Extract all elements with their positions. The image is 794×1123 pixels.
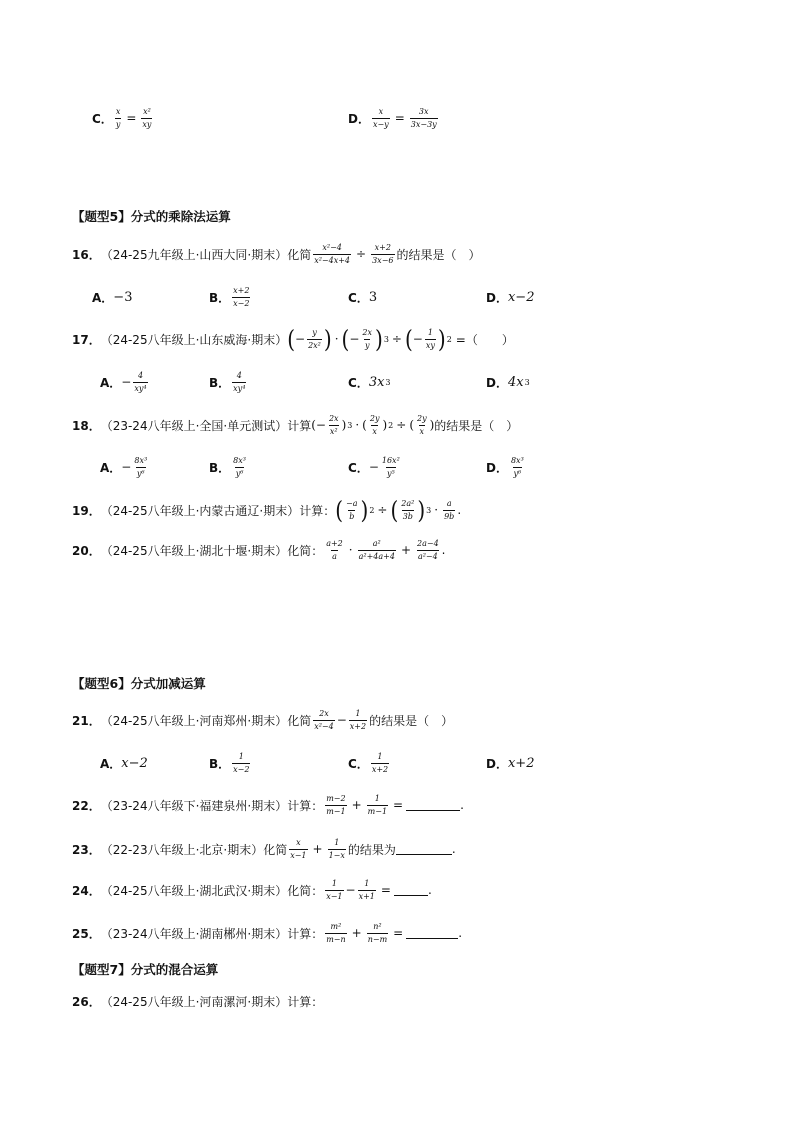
option-c-label: C． — [348, 375, 369, 390]
exponent: 3 — [347, 420, 353, 430]
fraction: m² m−n — [326, 922, 346, 944]
option-a-label: A． — [100, 460, 122, 475]
question-number: 24． — [72, 883, 101, 898]
fraction: 1 x−2 — [233, 752, 250, 774]
paren: ) — [382, 418, 388, 432]
fraction: 4 xy⁴ — [233, 371, 246, 393]
option-a: −3 — [113, 289, 133, 305]
question-24 — [72, 875, 432, 905]
question-19 — [72, 495, 461, 525]
fraction: x+2 x−2 — [233, 286, 250, 308]
minus-sign: − — [121, 460, 132, 474]
question-22 — [72, 790, 464, 820]
paren: ( — [311, 418, 316, 432]
option-c: 3 — [368, 289, 378, 305]
fraction: x x−1 — [290, 838, 307, 860]
equals-sign: = — [394, 111, 405, 125]
fraction: $\frac{1}{1-x}$ — [328, 838, 345, 860]
option-c-label: C． — [348, 460, 369, 475]
question-21 — [72, 705, 453, 735]
plus-sign: + — [400, 543, 411, 557]
option-d-row — [348, 103, 440, 133]
option-b-label: B． — [209, 756, 231, 771]
question-text: （24-25八年级上·河南郑州·期末）化简 — [100, 713, 312, 728]
fraction: $\frac{1}{m-1}$ — [367, 794, 388, 816]
question-text: （24-25八年级上·山东威海·期末） — [100, 332, 288, 347]
fraction: a 9b — [444, 499, 455, 521]
question-number: 17． — [72, 332, 101, 347]
fraction: $\frac{1}{x+1}$ — [358, 879, 375, 901]
options-row — [486, 282, 534, 312]
question-tail: . — [427, 883, 432, 897]
section-title: 【题型6】分式加减运算 — [72, 676, 206, 691]
fraction: $\frac{2x}{y}$ — [362, 328, 373, 350]
paren: ( — [409, 418, 414, 432]
paren: ) — [375, 324, 383, 354]
question-text: 的结果为 — [347, 842, 396, 857]
fraction: $\frac{x}{x-y}$ — [372, 107, 389, 129]
question-number: 25． — [72, 926, 101, 941]
question-text: （23-24八年级上·全国·单元测试）计算 — [100, 418, 312, 433]
divide-sign: ÷ — [356, 247, 367, 261]
equals-sign: = — [380, 883, 391, 897]
fraction: $\frac{1}{xy}$ — [425, 328, 435, 350]
equals-sign: = — [126, 111, 137, 125]
option-d: x+2 — [507, 755, 535, 771]
fraction: 1 x+2 — [371, 752, 389, 774]
paren: ) — [429, 418, 435, 432]
equals-sign: = — [393, 926, 404, 940]
section-title: 【题型7】分式的混合运算 — [72, 962, 219, 977]
question-25 — [72, 918, 462, 948]
option-d-label: D． — [486, 460, 508, 475]
dot-sign: · — [348, 543, 353, 557]
options-row — [209, 367, 248, 397]
section-title: 【题型5】分式的乘除法运算 — [72, 209, 231, 224]
question-tail: . — [458, 926, 463, 940]
question-number: 19． — [72, 503, 101, 518]
paren: ( — [341, 324, 350, 354]
options-row — [92, 282, 132, 312]
fraction: $\frac{2a-4}{\text{a²−4}}$ — [417, 539, 439, 561]
minus-sign: − — [295, 332, 306, 346]
fraction: $\frac{4}{\text{xy⁴}}$ — [134, 371, 147, 393]
question-tail: . — [457, 503, 462, 517]
paren: ( — [404, 324, 413, 354]
minus-sign: − — [315, 418, 326, 432]
exponent: 2 — [388, 420, 394, 430]
paren: ) — [360, 495, 369, 525]
exponent: 2 — [446, 334, 452, 344]
option-b-label: B． — [209, 375, 231, 390]
divide-sign: ÷ — [391, 332, 402, 346]
paren: ) — [417, 495, 426, 525]
question-text: （23-24八年级下·福建泉州·期末）计算： — [100, 798, 324, 813]
dot-sign: · — [334, 332, 339, 346]
question-18 — [72, 410, 518, 440]
option-d-label: D． — [486, 756, 508, 771]
exponent: 3 — [524, 377, 530, 387]
option-c-row — [92, 103, 154, 133]
fraction: $\frac{1}{x+2}$ — [349, 709, 367, 731]
fraction: 2y x — [369, 414, 380, 436]
options-row — [348, 748, 391, 778]
question-text: （24-25八年级上·湖北十堰·期末）化简： — [100, 543, 324, 558]
option-a-label: A． — [100, 756, 122, 771]
answer-blank[interactable] — [406, 927, 458, 939]
options-row — [100, 367, 150, 397]
paren: ( — [335, 495, 344, 525]
options-row — [209, 282, 252, 312]
options-row — [209, 452, 249, 482]
answer-blank[interactable] — [396, 843, 452, 855]
question-16 — [72, 239, 481, 269]
question-number: 16． — [72, 247, 101, 262]
option-d-label: D． — [486, 375, 508, 390]
minus-sign: − — [349, 332, 360, 346]
fraction: 2a² 3b — [401, 499, 415, 521]
options-row — [100, 748, 148, 778]
option-d: x−2 — [507, 289, 535, 305]
fraction: $\frac{x}{y}$ — [115, 107, 121, 129]
options-row — [348, 282, 377, 312]
answer-blank[interactable] — [406, 799, 460, 811]
fraction: $\frac{\text{x²}}{xy}$ — [142, 107, 152, 129]
fraction: 1 x−1 — [326, 879, 343, 901]
options-row — [348, 452, 403, 482]
paren: ( — [390, 495, 399, 525]
question-text: （24-25九年级上·山西大同·期末）化简 — [100, 247, 312, 262]
options-row — [100, 452, 150, 482]
question-number: 23． — [72, 842, 101, 857]
question-text: （24-25八年级上·内蒙古通辽·期末）计算： — [100, 503, 336, 518]
paren: ) — [341, 418, 347, 432]
question-number: 21． — [72, 713, 101, 728]
fraction: $\frac{2x}{\text{x²}}$ — [328, 414, 339, 436]
options-row — [486, 367, 530, 397]
question-text: （23-24八年级上·湖南郴州·期末）计算： — [100, 926, 324, 941]
option-d-label: D． — [348, 111, 370, 126]
question-text: （22-23八年级上·北京·期末）化简 — [100, 842, 288, 857]
question-tail: 的结果是（ ） — [369, 713, 454, 728]
dot-sign: · — [434, 503, 439, 517]
exponent: 3 — [383, 334, 389, 344]
exponent: 2 — [369, 505, 375, 515]
paren: ( — [287, 324, 296, 354]
question-tail: 的结果是（ ） — [434, 418, 519, 433]
question-number: 20． — [72, 543, 101, 558]
fraction: 2y x — [417, 414, 427, 436]
options-row — [486, 748, 534, 778]
minus-sign: − — [412, 332, 423, 346]
plus-sign: + — [312, 842, 323, 856]
paren: ( — [362, 418, 367, 432]
question-text: （24-25八年级上·河南漯河·期末）计算： — [100, 994, 324, 1009]
fraction: a² a²+4a+4 — [358, 539, 395, 561]
question-26 — [72, 986, 323, 1016]
plus-sign: + — [351, 798, 362, 812]
minus-sign: − — [121, 375, 132, 389]
option-d-label: D． — [486, 290, 508, 305]
question-tail: . — [460, 798, 464, 812]
dot-sign: · — [355, 418, 360, 432]
fraction: m−2 m−1 — [326, 794, 346, 816]
fraction: 8x³ y⁶ — [233, 456, 246, 478]
equals-sign: = — [393, 798, 404, 812]
question-tail: . — [451, 842, 456, 856]
options-row — [348, 367, 391, 397]
paren: ) — [323, 324, 332, 354]
question-17 — [72, 324, 514, 354]
options-row — [486, 452, 527, 482]
option-a-label: A． — [100, 375, 122, 390]
option-c-label: C． — [348, 756, 369, 771]
question-23 — [72, 834, 456, 864]
option-d: 4x — [507, 374, 524, 390]
option-b-label: B． — [209, 460, 231, 475]
minus-sign: − — [336, 713, 347, 727]
fraction: $\frac{3x}{3x-3y}$ — [410, 107, 437, 129]
exponent: 3 — [385, 377, 391, 387]
question-number: 26． — [72, 994, 101, 1009]
fraction: $\frac{\text{8x³}}{\text{y⁶}}$ — [134, 456, 148, 478]
option-a-label: A． — [92, 290, 114, 305]
question-text: （24-25八年级上·湖北武汉·期末）化简： — [100, 883, 324, 898]
minus-sign: − — [368, 460, 379, 474]
question-tail: =（ ） — [455, 332, 514, 347]
question-20 — [72, 535, 445, 565]
divide-sign: ÷ — [396, 418, 407, 432]
fraction: $\frac{\text{x²−4}}{\text{x²−4x+4}}$ — [314, 243, 351, 265]
fraction: 8x³ y⁶ — [510, 456, 524, 478]
question-number: 22． — [72, 798, 101, 813]
plus-sign: + — [351, 926, 362, 940]
paren: ) — [437, 324, 446, 354]
fraction: a+2 a — [326, 539, 343, 561]
fraction: $\frac{x+2}{3x-6}$ — [372, 243, 394, 265]
minus-sign: − — [345, 883, 356, 897]
option-b-label: B． — [209, 290, 231, 305]
option-c-label: C． — [92, 111, 113, 126]
option-a: x−2 — [121, 755, 148, 771]
fraction: $\frac{y}{\text{2x²}}$ — [308, 328, 321, 350]
fraction: −a b — [346, 499, 358, 521]
question-number: 18． — [72, 418, 101, 433]
answer-blank[interactable] — [394, 884, 428, 896]
exponent: 3 — [426, 505, 432, 515]
fraction: $\frac{\text{n²}}{n-m}$ — [367, 922, 388, 944]
divide-sign: ÷ — [377, 503, 388, 517]
option-c-label: C． — [348, 290, 369, 305]
question-tail: 的结果是（ ） — [396, 247, 481, 262]
options-row — [209, 748, 252, 778]
fraction: $\frac{\text{16x²}}{\text{y⁵}}$ — [381, 456, 400, 478]
fraction: 2x x²−4 — [314, 709, 334, 731]
option-c: 3x — [368, 374, 385, 390]
question-tail: . — [441, 543, 446, 557]
